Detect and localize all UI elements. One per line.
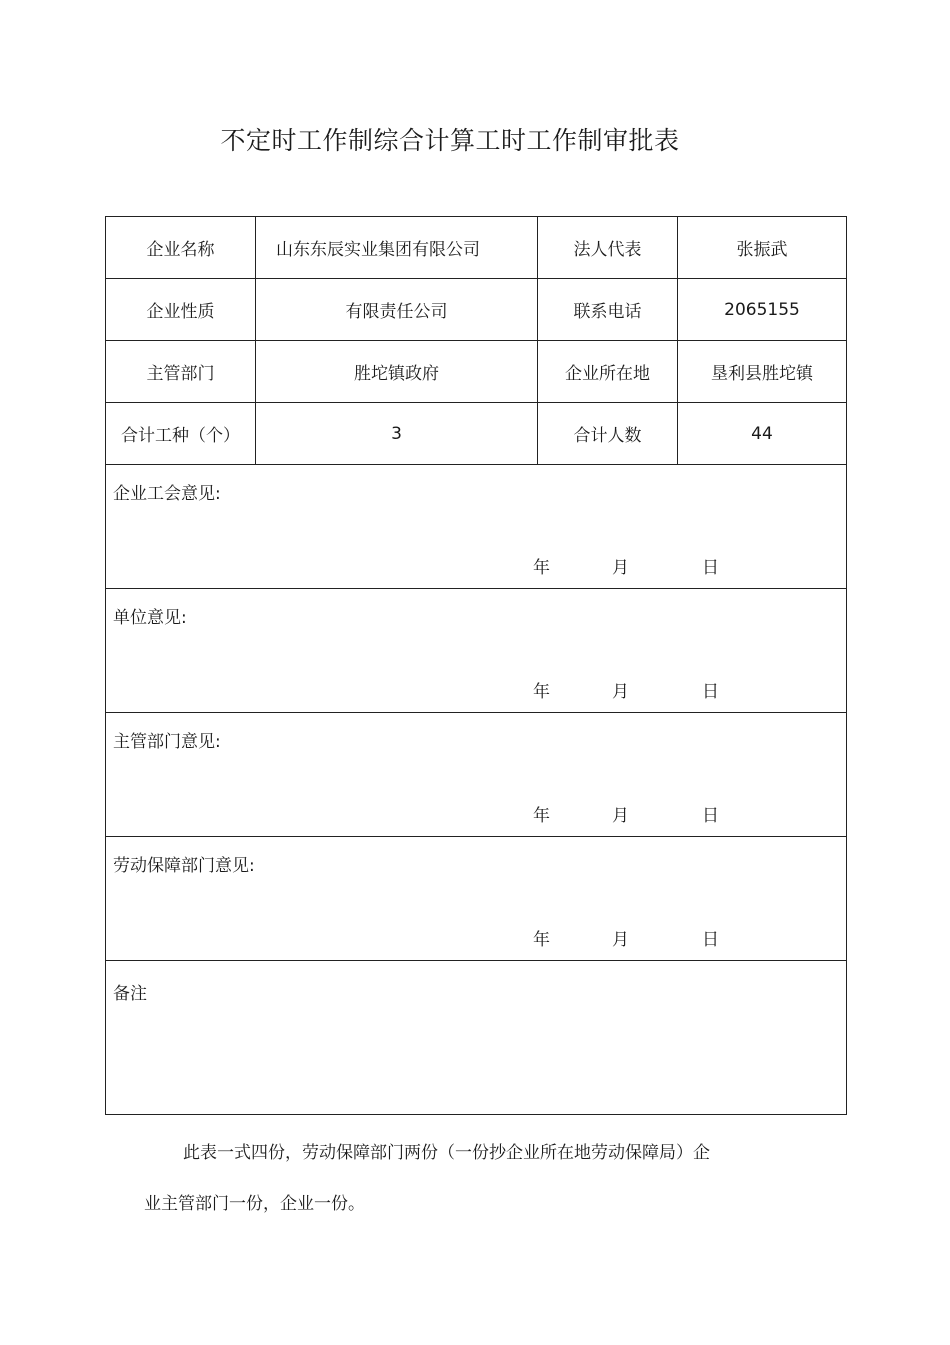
table-row-totals (106, 403, 847, 465)
date-month: 月 (612, 806, 629, 826)
page-title: 不定时工作制综合计算工时工作制审批表 (220, 126, 680, 155)
table-row-company-type (106, 279, 847, 341)
headcount-label: 合计人数 (538, 403, 678, 465)
department-label: 主管部门 (106, 341, 256, 403)
table-row-opinion (106, 713, 847, 837)
company-name-value: 山东东辰实业集团有限公司 (256, 217, 538, 279)
job-types-label: 合计工种（个） (106, 403, 256, 465)
date-month: 月 (612, 558, 629, 578)
footnote-line-1: 此表一式四份，劳动保障部门两份（一份抄企业所在地劳动保障局）企 (183, 1143, 710, 1163)
department-opinion-label: 主管部门意见: (113, 732, 221, 752)
legal-rep-label: 法人代表 (538, 217, 678, 279)
date-month: 月 (612, 930, 629, 950)
labor-opinion-label: 劳动保障部门意见: (113, 856, 255, 876)
labor-opinion-section (106, 837, 847, 961)
table-row-opinion (106, 837, 847, 961)
company-name-label: 企业名称 (106, 217, 256, 279)
remarks-section (106, 961, 847, 1115)
department-opinion-section (106, 713, 847, 837)
phone-label: 联系电话 (538, 279, 678, 341)
date-month: 月 (612, 682, 629, 702)
date-day: 日 (702, 930, 719, 950)
department-value: 胜坨镇政府 (256, 341, 538, 403)
table-row-opinion (106, 465, 847, 589)
unit-opinion-section (106, 589, 847, 713)
footnote-line-2: 业主管部门一份，企业一份。 (144, 1194, 365, 1214)
union-opinion-section (106, 465, 847, 589)
headcount-value: 44 (678, 403, 847, 465)
approval-form-table (105, 216, 847, 1115)
company-type-label: 企业性质 (106, 279, 256, 341)
unit-opinion-label: 单位意见: (113, 608, 187, 628)
table-row-remarks (106, 961, 847, 1115)
date-year: 年 (533, 558, 550, 578)
table-row-opinion (106, 589, 847, 713)
phone-value: 2065155 (678, 279, 847, 341)
date-day: 日 (702, 558, 719, 578)
location-value: 垦利县胜坨镇 (678, 341, 847, 403)
table-row-company-name (106, 217, 847, 279)
date-day: 日 (702, 806, 719, 826)
union-opinion-label: 企业工会意见: (113, 484, 221, 504)
table-row-department (106, 341, 847, 403)
date-day: 日 (702, 682, 719, 702)
date-year: 年 (533, 806, 550, 826)
company-type-value: 有限责任公司 (256, 279, 538, 341)
legal-rep-value: 张振武 (678, 217, 847, 279)
date-year: 年 (533, 682, 550, 702)
date-year: 年 (533, 930, 550, 950)
remarks-label: 备注 (113, 984, 147, 1004)
location-label: 企业所在地 (538, 341, 678, 403)
job-types-value: 3 (256, 403, 538, 465)
